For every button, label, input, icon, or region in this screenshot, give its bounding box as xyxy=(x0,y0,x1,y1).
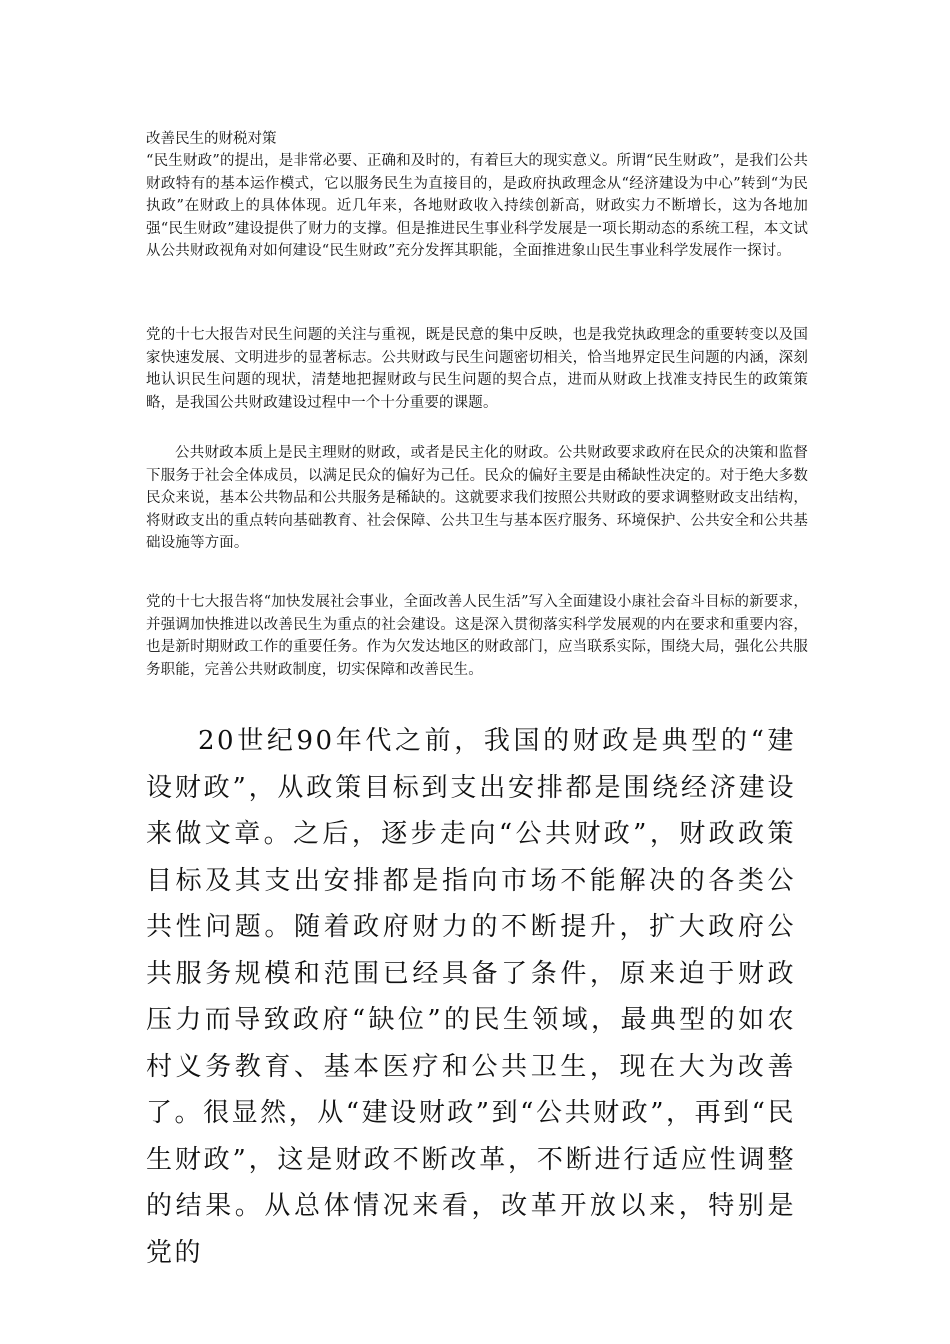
paragraph-public-finance: 公共财政本质上是民主理财的财政，或者是民主化的财政。公共财政要求政府在民众的决策和监督下服务于社会全体成员，以满足民众的偏好为己任。民众的偏好主要是由稀缺性决定的。对于绝大多数民众来说，基本公共物品和公共服务是稀缺的。这就要求我们按照公共财政的要求调整财政支出结构，将财政支出的重点转向基础教育、社会保障、公共卫生与基本医疗服务、环境保护、公共安全和公共基础设施等方面。 xyxy=(146,445,808,551)
paragraph-congress-report: 党的十七大报告对民生问题的关注与重视，既是民意的集中反映，也是我党执政理念的重要转变以及国家快速发展、文明进步的显著标志。公共财政与民生问题密切相关，恰当地界定民生问题的内涵，深刻地认识民生问题的现状，清楚地把握财政与民生问题的契合点，进而从财政上找准支持民生的政策策略，是我国公共财政建设过程中一个十分重要的课题。 xyxy=(146,327,808,411)
document-title: 改善民生的财税对策 xyxy=(146,131,277,147)
paragraph-intro: “民生财政”的提出，是非常必要、正确和及时的，有着巨大的现实意义。所谓“民生财政”，是我们公共财政特有的基本运作模式，它以服务民生为直接目的，是政府执政理念从“经济建设为中心”转到“为民执政”在财政上的具体体现。近几年来，各地财政收入持续创新高，财政实力不断增长，这为各地加强“民生财政”建设提供了财力的支撑。但是推进民生事业科学发展是一项长期动态的系统工程，本文试从公共财政视角对如何建设“民生财政”充分发挥其职能，全面推进象山民生事业科学发展作一探讨。 xyxy=(146,153,808,259)
paragraph-social-undertakings: 党的十七大报告将“加快发展社会事业，全面改善人民生活”写入全面建设小康社会奋斗目标的新要求，并强调加快推进以改善民生为重点的社会建设。这是深入贯彻落实科学发展观的内在要求和重要内容，也是新时期财政工作的重要任务。作为欠发达地区的财政部门，应当联系实际，围绕大局，强化公共服务职能，完善公共财政制度，切实保障和改善民生。 xyxy=(146,594,808,678)
paragraph-history-large: 20世纪90年代之前，我国的财政是典型的“建设财政”，从政策目标到支出安排都是围绕经济建设来做文章。之后，逐步走向“公共财政”，财政政策目标及其支出安排都是指向市场不能解决的各类公共性问题。随着政府财力的不断提升，扩大政府公共服务规模和范围已经具备了条件，原来迫于财政压力而导致政府“缺位”的民生领域，最典型的如农村义务教育、基本医疗和公共卫生，现在大为改善了。很显然，从“建设财政”到“公共财政”，再到“民生财政”，这是财政不断改革，不断进行适应性调整的结果。从总体情况来看，改革开放以来，特别是党的 xyxy=(146,726,796,1268)
